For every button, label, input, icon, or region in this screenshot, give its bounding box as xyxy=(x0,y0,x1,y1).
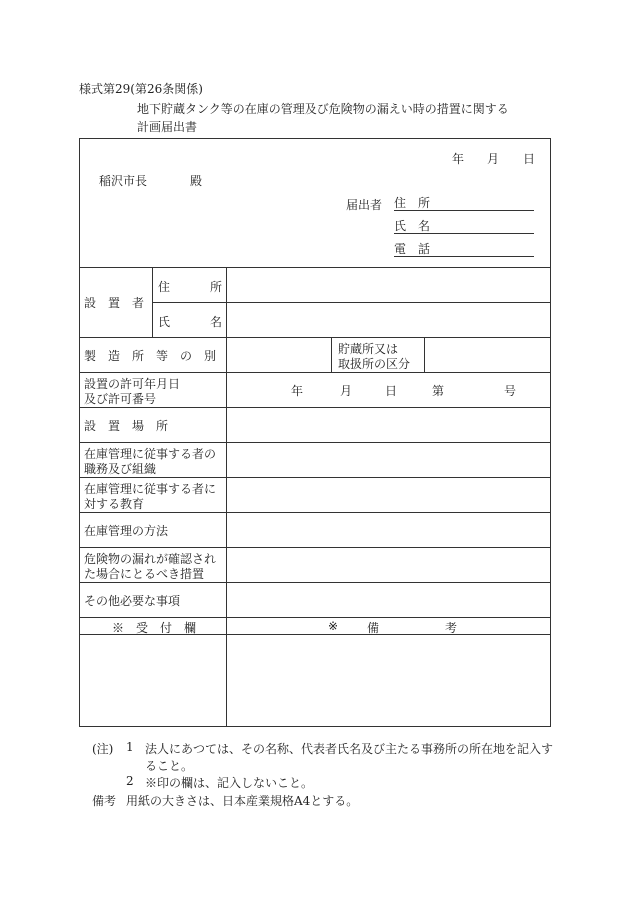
reception-box xyxy=(80,635,225,726)
note-prefix: (注) xyxy=(92,742,114,756)
installer-label: 設 置 者 xyxy=(84,296,145,310)
facility-type-input[interactable] xyxy=(229,338,329,371)
installer-name-label-a: 氏 xyxy=(158,315,171,329)
installer-name-input[interactable] xyxy=(229,303,550,336)
form-number: 様式第29(第26条関係) xyxy=(79,82,203,96)
storage-label-1: 貯蔵所又は xyxy=(338,342,399,356)
staff-input[interactable] xyxy=(229,443,550,476)
column-divider xyxy=(424,337,425,372)
notifier-label: 届出者 xyxy=(346,198,383,212)
remark-text: 用紙の大きさは、日本産業規格A4とする。 xyxy=(126,794,359,808)
notifier-name-field[interactable] xyxy=(394,217,534,234)
location-input[interactable] xyxy=(229,408,550,441)
installer-name-label-b: 名 xyxy=(210,315,223,329)
note2-number: 2 xyxy=(126,774,134,788)
column-divider xyxy=(152,267,153,337)
storage-label-2: 取扱所の区分 xyxy=(338,357,411,371)
column-divider xyxy=(226,267,227,727)
permit-year: 年 xyxy=(291,384,304,398)
remarks-box xyxy=(228,635,550,726)
date-day: 日 xyxy=(523,152,536,166)
phone-label: 電 話 xyxy=(394,242,431,256)
note1-number: 1 xyxy=(126,740,134,754)
staff-label-2: 職務及び組織 xyxy=(84,462,157,476)
note1-line-2: ること。 xyxy=(145,759,194,773)
facility-type-label: 製 造 所 等 の 別 xyxy=(84,349,217,363)
training-input[interactable] xyxy=(229,478,550,511)
method-label: 在庫管理の方法 xyxy=(84,524,169,538)
address-label: 住 所 xyxy=(394,196,431,210)
installer-address-label-b: 所 xyxy=(210,280,223,294)
training-label-1: 在庫管理に従事する者に xyxy=(84,482,217,496)
staff-label-1: 在庫管理に従事する者の xyxy=(84,447,217,461)
permit-label-1: 設置の許可年月日 xyxy=(84,377,181,391)
name-label: 氏 名 xyxy=(394,219,431,233)
remark-prefix: 備考 xyxy=(92,794,117,808)
title-line-1: 地下貯蔵タンク等の在庫の管理及び危険物の漏えい時の措置に関する xyxy=(137,102,509,116)
note2-text: ※印の欄は、記入しないこと。 xyxy=(145,776,314,790)
remarks-mark: ※ xyxy=(328,619,339,633)
note1-line-1: 法人にあつては、その名称、代表者氏名及び主たる事務所の所在地を記入す xyxy=(145,742,554,756)
date-year: 年 xyxy=(452,152,465,166)
permit-label-2: 及び許可番号 xyxy=(84,392,157,406)
leak-measures-input[interactable] xyxy=(229,548,550,581)
permit-month: 月 xyxy=(340,384,353,398)
remarks-label-a: 備 xyxy=(367,621,380,635)
date-month: 月 xyxy=(487,152,500,166)
title-line-2: 計画届出書 xyxy=(137,120,198,134)
column-divider xyxy=(331,337,332,372)
permit-no-suffix: 号 xyxy=(504,384,517,398)
location-label: 設 置 場 所 xyxy=(84,419,169,433)
installer-address-input[interactable] xyxy=(229,268,550,301)
reception-label: ※ 受 付 欄 xyxy=(112,621,197,635)
notifier-phone-field[interactable] xyxy=(394,240,534,257)
other-input[interactable] xyxy=(229,583,550,616)
leak-label-2: た場合にとるべき措置 xyxy=(84,567,205,581)
permit-day: 日 xyxy=(385,384,398,398)
storage-category-input[interactable] xyxy=(426,338,550,371)
method-input[interactable] xyxy=(229,513,550,546)
form-title xyxy=(137,100,509,136)
addressee: 稲沢市長 xyxy=(99,174,148,188)
notifier-address-field[interactable] xyxy=(394,194,534,211)
installer-address-label-a: 住 xyxy=(158,280,171,294)
other-label: その他必要な事項 xyxy=(84,594,181,608)
training-label-2: 対する教育 xyxy=(84,497,145,511)
divider xyxy=(79,617,551,618)
remarks-label-b: 考 xyxy=(445,621,458,635)
leak-label-1: 危険物の漏れが確認され xyxy=(84,552,217,566)
permit-no-prefix: 第 xyxy=(432,384,445,398)
honorific: 殿 xyxy=(190,174,203,188)
divider xyxy=(79,372,551,373)
